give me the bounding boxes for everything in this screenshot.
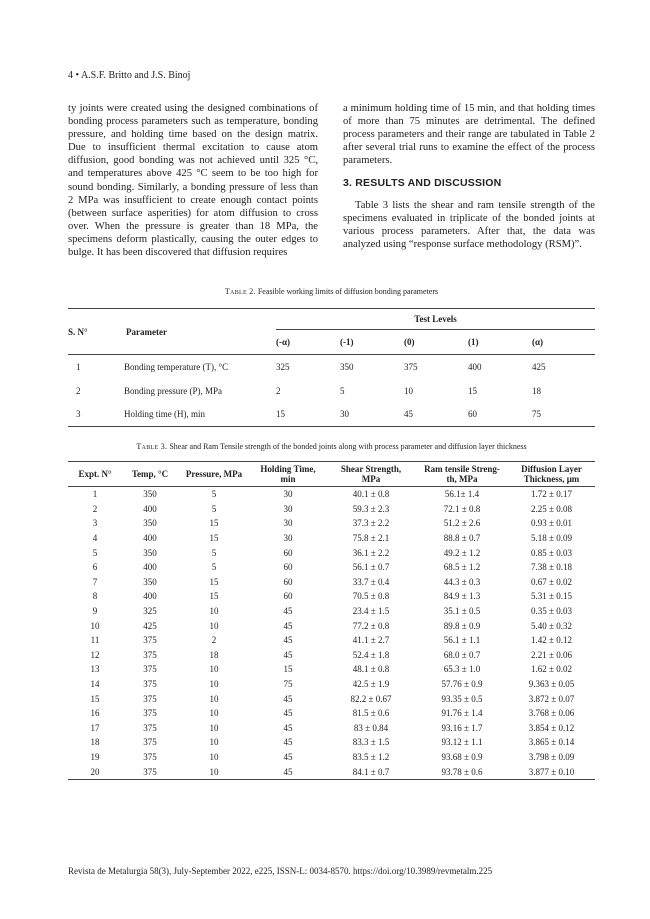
table3-cell: 45 [283,635,293,646]
table3-cell: 57.76 ± 0.9 [441,679,483,690]
table3-cell: 88.8 ± 0.7 [443,533,481,544]
table2-cell: 5 [340,385,345,396]
table3-cell: 93.35 ± 0.5 [441,693,483,704]
table3-cell: 84.1 ± 0.7 [352,766,390,777]
table3-caption [68,442,595,451]
table2-header-parameter: Parameter [126,326,167,337]
table3-cell: 70.5 ± 0.8 [352,591,390,602]
table3-cell: 41.1 ± 2.7 [352,635,390,646]
table3-header-line: Temp, °C [131,469,169,479]
table3-cell: 30 [283,503,293,514]
table2 [68,308,595,427]
table3-cell: 52.4 ± 1.8 [352,649,390,660]
table3-cell: 40.1 ± 0.8 [352,489,390,500]
table3-cell: 10 [209,737,219,748]
table2-row [68,355,595,379]
section-heading: 3. RESULTS AND DISCUSSION [343,177,502,190]
table3-column-header [326,462,416,487]
table3-row [68,721,595,736]
table2-cell: 18 [532,385,541,396]
table3-cell: 5 [211,562,217,573]
table3-cell: 350 [143,489,157,500]
table3-column-header [178,462,250,487]
table3-cell: 5 [211,547,217,558]
table2-level-header: (0) [404,337,415,347]
table3-cell: 37.3 ± 2.2 [352,518,390,529]
table3-cell: 60 [283,576,293,587]
table3-cell: 56.1 ± 1.1 [443,635,481,646]
table3-cell: 42.5 ± 1.9 [352,679,390,690]
table3-cell: 19 [90,751,100,762]
table3-cell: 15 [283,664,293,675]
table2-caption [68,287,595,296]
table3-cell: 72.1 ± 0.8 [443,503,481,514]
table3-cell: 400 [143,562,157,573]
table3-cell: 375 [143,737,157,748]
table3-cell: 2 [92,503,98,514]
table3-cell: 375 [143,679,157,690]
table3-cell: 400 [143,533,157,544]
table3-cell: 75 [283,679,293,690]
table3-cell: 84.9 ± 1.3 [443,591,481,602]
table3-cell: 59.3 ± 2.3 [352,503,390,514]
table3-cell: 10 [209,766,219,777]
table3-cell: 13 [90,664,100,675]
table3-cell: 5.18 ± 0.09 [531,533,572,544]
table3-cell: 11 [90,635,100,646]
table3-cell: 60 [283,547,293,558]
table3-cell: 10 [209,664,219,675]
table3-cell: 45 [283,693,293,704]
table3-cell: 30 [283,489,293,500]
table2-cell: 45 [404,409,413,420]
table3-cell: 68.0 ± 0.7 [443,649,481,660]
table3-row [68,560,595,575]
table3-row [68,750,595,765]
table3-cell: 375 [143,751,157,762]
table3-cell: 49.2 ± 1.2 [443,547,481,558]
table3-row [68,691,595,706]
table3-cell: 5 [211,489,217,500]
table2-cell: 350 [340,361,354,372]
table3-cell: 83 ± 0.84 [353,722,389,733]
table2-header-sno: S. N° [68,326,88,337]
table3-cell: 93.68 ± 0.9 [441,751,483,762]
table3-cell: 2 [211,635,217,646]
table2-cell: Holding time (H), min [124,409,205,420]
table3-cell: 3.865 ± 0.14 [528,737,575,748]
table3-cell: 30 [283,533,293,544]
table3-column-header [250,462,326,487]
table3-cell: 10 [90,620,100,631]
table3-cell: 30 [283,518,293,529]
table3-cell: 4 [92,533,98,544]
table3-header-line: th, MPa [446,474,478,484]
table3-cell: 3.798 ± 0.09 [528,751,575,762]
table3-cell: 10 [209,693,219,704]
table3-row [68,531,595,546]
table3-cell: 3 [92,518,98,529]
table2-cell: 325 [276,361,290,372]
table3-cell: 45 [283,649,293,660]
table3-row [68,706,595,721]
table3-cell: 83.5 ± 1.2 [352,751,390,762]
table3-cell: 10 [209,620,219,631]
table3-cell: 45 [283,620,293,631]
table3-header-line: Diffusion Layer [521,464,582,474]
right-column [343,102,595,251]
table3-cell: 5.40 ± 0.32 [531,620,572,631]
table3-cell: 23.4 ± 1.5 [352,606,390,617]
table3-row [68,618,595,633]
table3-header-line: Shear Strength, [340,464,402,474]
table2-level-header: (-α) [276,337,291,347]
table3-header-line: min [280,474,296,484]
table3-cell: 75.8 ± 2.1 [352,533,390,544]
table3-cell: 44.3 ± 0.3 [443,576,481,587]
table3-row [68,633,595,648]
table2-cell: 1 [76,361,81,372]
table3-cell: 45 [283,708,293,719]
table3-cell: 56.1± 1.4 [444,489,480,500]
table3-cell: 15 [209,591,219,602]
table3-cell: 45 [283,737,293,748]
table3-cell: 375 [143,664,157,675]
table3-cell: 68.5 ± 1.2 [443,562,481,573]
table3-cell: 1 [92,489,98,500]
table3-cell: 20 [90,766,100,777]
table3-cell: 93.12 ± 1.1 [441,737,483,748]
table3-row [68,545,595,560]
table3-cell: 77.2 ± 0.8 [352,620,390,631]
body-paragraph: ty joints were created using the designed combinations of bonding process parameters such as temperature, bonding pressure, and holding time based on the design matrix. Due to insufficient thermal excitation to cause atom diffusion, good bonding was not achieved until 325 °C, and temperatures above 425 °C seem to be too high for sound bonding. Similarly, a bonding pressure of less than 2 MPa was insufficient to create enough contact points (between surface asperities) for atom diffusion to cross over. When the pressure is greater than 18 MPa, the specimens deform plastically, causing the outer edges to bulge. It has been discovered that diffusion requires [68,103,318,259]
table2-cell: 375 [404,361,418,372]
table3-cell: 7 [92,576,98,587]
table3-cell: 82.2 ± 0.67 [350,693,392,704]
table3-caption-text: Shear and Ram Tensile strength of the bonded joints along with process parameter and diffusion layer thickness [169,442,527,451]
table3-row [68,502,595,517]
table3-cell: 2.25 ± 0.08 [531,503,572,514]
table3-caption-label: Table 3. [136,442,168,451]
table2-cell: 2 [276,385,281,396]
table3-cell: 51.2 ± 2.6 [443,518,481,529]
table3-cell: 15 [90,693,100,704]
table3-cell: 18 [90,737,100,748]
table3-cell: 36.1 ± 2.2 [352,547,390,558]
table2-header-test-levels: Test Levels [276,309,595,330]
table2-level-header: (-1) [340,337,354,347]
table3-cell: 0.67 ± 0.02 [531,576,572,587]
table3-cell: 45 [283,722,293,733]
body-paragraph: Table 3 lists the shear and ram tensile strength of the specimens evaluated in triplicate of the bonded joints at various process parameters. After that, the data was analyzed using “response surface methodology (RSM)”. [343,199,595,250]
table3-cell: 93.16 ± 1.7 [441,722,483,733]
table3-cell: 375 [143,635,157,646]
table3-cell: 375 [143,708,157,719]
table3-cell: 45 [283,606,293,617]
table2-cell: Bonding temperature (T), °C [124,361,229,372]
table3-cell: 83.3 ± 1.5 [352,737,390,748]
table3-cell: 400 [143,591,157,602]
page-footer: Revista de Metalurgia 58(3), July-September 2022, e225, ISSN-L: 0034-8570. https://doi.org/10.3989/revmetalm.225 [68,866,493,876]
table3-row [68,589,595,604]
table3-header-line: Holding Time, [260,464,316,474]
table3-cell: 10 [209,679,219,690]
table2-caption-text: Feasible working limits of diffusion bonding parameters [257,287,439,296]
table3-cell: 60 [283,562,293,573]
table3-cell: 7.38 ± 0.18 [531,562,572,573]
table3-row [68,487,595,502]
table3-cell: 45 [283,751,293,762]
table3-cell: 325 [143,606,157,617]
table3-cell: 48.1 ± 0.8 [352,664,390,675]
table2-cell: 15 [276,409,285,420]
table3-cell: 15 [209,533,219,544]
table3-cell: 400 [143,503,157,514]
table3-row [68,604,595,619]
table3-cell: 10 [209,708,219,719]
table3-cell: 2.21 ± 0.06 [531,649,572,660]
table3-cell: 93.78 ± 0.6 [441,766,483,777]
table3-row [68,764,595,779]
table3-cell: 5 [92,547,98,558]
table3-header-line: Ram tensile Streng- [424,464,500,474]
table3-cell: 3.854 ± 0.12 [528,722,575,733]
running-header: 4 • A.S.F. Britto and J.S. Binoj [68,70,191,81]
table3-cell: 3.872 ± 0.07 [528,693,575,704]
table2-cell: 30 [340,409,349,420]
table3-cell: 375 [143,649,157,660]
table3-cell: 375 [143,693,157,704]
table3-cell: 0.35 ± 0.03 [531,606,572,617]
table3-cell: 12 [90,649,100,660]
left-column [68,102,318,259]
table3-cell: 1.72 ± 0.17 [531,489,572,500]
table3-cell: 375 [143,766,157,777]
table3-cell: 350 [143,547,157,558]
table3-cell: 350 [143,518,157,529]
table3-column-header [416,462,508,487]
table2-level-header: (1) [468,337,479,347]
table3-cell: 15 [209,518,219,529]
table3-cell: 65.3 ± 1.0 [443,664,481,675]
table3-header-line: MPa [361,474,381,484]
table3-column-header [122,462,178,487]
table3-cell: 6 [92,562,98,573]
table3-cell: 33.7 ± 0.4 [352,576,390,587]
table2-caption-label: Table 2. [224,287,256,296]
table3-cell: 9 [92,606,98,617]
table2-level-header: (α) [532,337,544,347]
table3-cell: 10 [209,606,219,617]
table3-header-line: Pressure, MPa [185,469,243,479]
table2-row [68,403,595,427]
table3-cell: 1.42 ± 0.12 [531,635,572,646]
table2-cell: 3 [76,409,81,420]
table3-row [68,648,595,663]
table3-cell: 0.85 ± 0.03 [531,547,572,558]
table3-cell: 17 [90,722,100,733]
table3-cell: 56.1 ± 0.7 [352,562,390,573]
table3-cell: 15 [209,576,219,587]
table3-cell: 3.768 ± 0.06 [528,708,575,719]
table3-cell: 35.1 ± 0.5 [443,606,481,617]
table2-cell: 10 [404,385,413,396]
body-paragraph: a minimum holding time of 15 min, and that holding times of more than 75 minutes are detrimental. The defined process parameters and their range are tabulated in Table 2 after several trial runs to examine the effect of the process parameters. [343,103,595,167]
table3-cell: 10 [209,751,219,762]
table3-header-line: Expt. N° [78,469,112,479]
table2-cell: Bonding pressure (P), MPa [124,385,222,396]
table3-row [68,662,595,677]
table3-row [68,516,595,531]
table2-cell: 400 [468,361,482,372]
table3-row [68,677,595,692]
table3-column-header [68,462,122,487]
table3-cell: 9.363 ± 0.05 [528,679,575,690]
table3-cell: 3.877 ± 0.10 [528,766,575,777]
table3-cell: 16 [90,708,100,719]
table3-cell: 18 [209,649,219,660]
table3-cell: 0.93 ± 0.01 [531,518,572,529]
table3-cell: 5 [211,503,217,514]
table3-cell: 89.8 ± 0.9 [443,620,481,631]
table3-cell: 425 [143,620,157,631]
table2-cell: 425 [532,361,546,372]
table3-cell: 45 [283,766,293,777]
table3-column-header [508,462,595,487]
table3-cell: 5.31 ± 0.15 [531,591,572,602]
table3-cell: 60 [283,591,293,602]
table3-cell: 8 [92,591,98,602]
table3 [68,461,595,780]
table2-cell: 75 [532,409,541,420]
table3-cell: 350 [143,576,157,587]
table2-cell: 2 [76,385,81,396]
table3-cell: 81.5 ± 0.6 [352,708,390,719]
table3-cell: 91.76 ± 1.4 [441,708,483,719]
table3-cell: 1.62 ± 0.02 [531,664,572,675]
table3-cell: 10 [209,722,219,733]
table3-row [68,575,595,590]
table3-cell: 14 [90,679,100,690]
table2-cell: 60 [468,409,477,420]
table3-row [68,735,595,750]
table3-cell: 375 [143,722,157,733]
table3-header-line: Thickness, μm [523,474,580,484]
table2-row [68,379,595,403]
table2-cell: 15 [468,385,477,396]
